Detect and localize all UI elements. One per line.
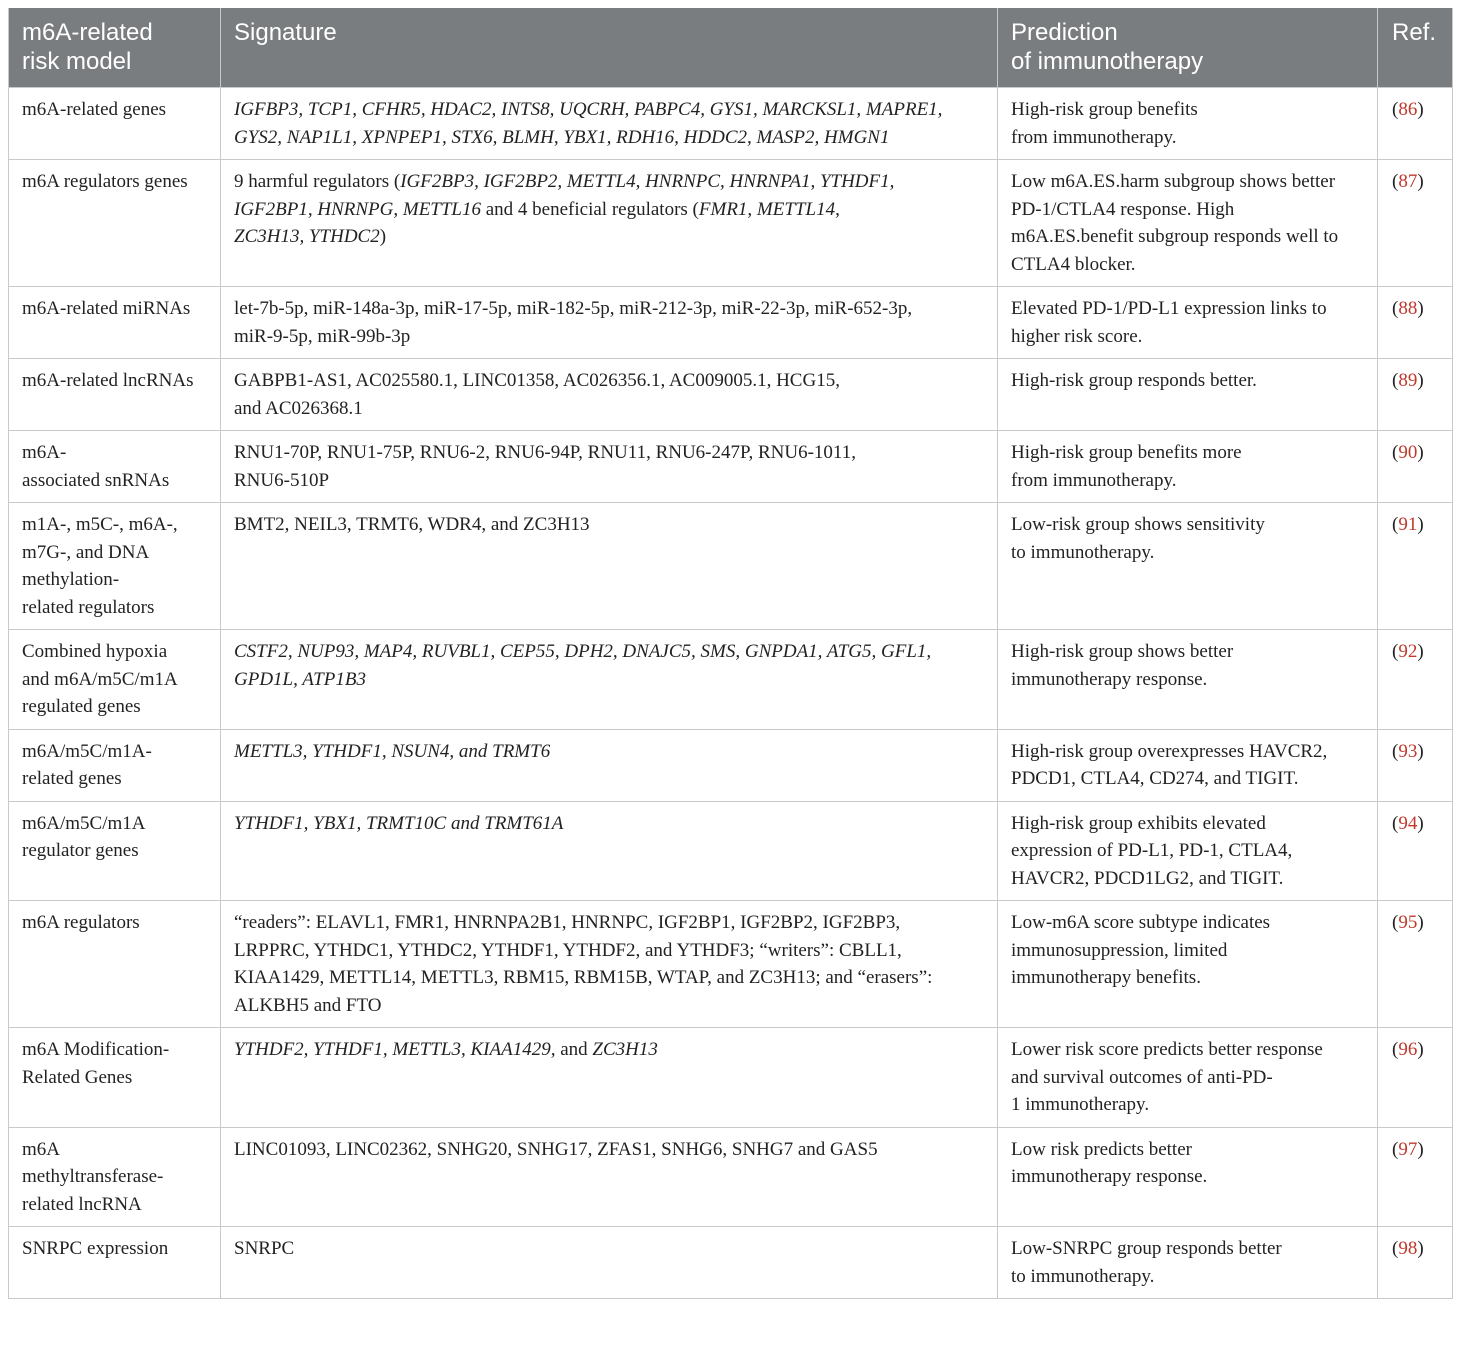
reference-link[interactable]: 90 (1398, 442, 1418, 463)
cell-signature (221, 1028, 998, 1128)
table-row (9, 901, 1453, 1028)
table-container (8, 8, 1452, 1299)
table-header (9, 8, 1453, 88)
reference-link[interactable]: 91 (1398, 514, 1418, 535)
cell-risk-model: m6A-related genes (9, 88, 221, 160)
reference-link[interactable]: 95 (1398, 912, 1418, 933)
table-row (9, 729, 1453, 801)
signature-segment: and 4 beneficial regulators ( (481, 198, 699, 220)
cell-risk-model: Combined hypoxia and m6A/m5C/m1A regulated genes (9, 630, 221, 730)
cell-ref: (97) (1378, 1127, 1453, 1227)
table-row (9, 801, 1453, 901)
cell-signature (221, 88, 998, 160)
cell-prediction: Low m6A.ES.harm subgroup shows better PD-1/CTLA4 response. High m6A.ES.benefit subgroup responds well to CTLA4 blocker. (998, 160, 1378, 287)
reference-link[interactable]: 98 (1398, 1238, 1418, 1259)
signature-segment: IGFBP3, TCP1, CFHR5, HDAC2, INTS8, UQCRH, PABPC4, GYS1, MARCKSL1, MAPRE1, GYS2, NAP1L1, XPNPEP1, STX6, BLMH, YBX1, RDH16, HDDC2, MASP2, HMGN1 (234, 99, 943, 148)
cell-signature (221, 287, 998, 359)
signature-segment: CSTF2, NUP93, MAP4, RUVBL1, CEP55, DPH2, DNAJC5, SMS, GNPDA1, ATG5, GFL1, GPD1L, ATP1B3 (234, 641, 932, 690)
header-ref (1378, 8, 1453, 88)
header-signature-label: Signature (234, 19, 337, 46)
signature-segment: and (555, 1039, 593, 1060)
cell-risk-model: m6A methyltransferase- related lncRNA (9, 1127, 221, 1227)
reference-link[interactable]: 89 (1398, 370, 1418, 391)
cell-risk-model: m6A/m5C/m1A- related genes (9, 729, 221, 801)
signature-segment: ) (379, 226, 387, 247)
cell-risk-model: SNRPC expression (9, 1227, 221, 1299)
cell-ref: (86) (1378, 88, 1453, 160)
risk-model-table (8, 8, 1453, 1299)
cell-signature (221, 359, 998, 431)
header-ref-label: Ref. (1392, 19, 1437, 46)
signature-segment: GABPB1-AS1, AC025580.1, LINC01358, AC026356.1, AC009005.1, HCG15, and AC026368.1 (234, 370, 840, 419)
cell-prediction: Low-m6A score subtype indicates immunosuppression, limited immunotherapy benefits. (998, 901, 1378, 1028)
table-row (9, 287, 1453, 359)
signature-segment: ZC3H13 (592, 1039, 658, 1060)
cell-ref: (94) (1378, 801, 1453, 901)
signature-segment: IGF2BP3, IGF2BP2, METTL4, HNRNPC, HNRNPA1, YTHDF1, IGF2BP1, HNRNPG, METTL16 (234, 171, 895, 220)
reference-link[interactable]: 87 (1398, 171, 1418, 192)
table-row (9, 1028, 1453, 1128)
signature-segment: YTHDF1, YBX1, TRMT10C and TRMT61A (234, 812, 564, 834)
signature-segment: LINC01093, LINC02362, SNHG20, SNHG17, ZFAS1, SNHG6, SNHG7 and GAS5 (234, 1138, 878, 1160)
cell-risk-model: m6A- associated snRNAs (9, 431, 221, 503)
cell-signature (221, 801, 998, 901)
cell-ref: (89) (1378, 359, 1453, 431)
signature-segment: let-7b-5p, miR-148a-3p, miR-17-5p, miR-182-5p, miR-212-3p, miR-22-3p, miR-652-3p, miR-9-5p, miR-99b-3p (234, 298, 913, 347)
cell-signature (221, 160, 998, 287)
signature-segment: “readers”: ELAVL1, FMR1, HNRNPA2B1, HNRNPC, IGF2BP1, IGF2BP2, IGF2BP3, LRPPRC, YTHDC1, YTHDC2, YTHDF1, YTHDF2, and YTHDF3; “writers”: CBLL1, KIAA1429, METTL14, METTL3, RBM15, RBM15B, WTAP, and ZC3H13; and “erasers”: ALKBH5 and FTO (234, 912, 933, 1016)
header-row (9, 8, 1453, 88)
cell-risk-model: m6A-related lncRNAs (9, 359, 221, 431)
signature-segment: BMT2, NEIL3, TRMT6, WDR4, and ZC3H13 (234, 514, 590, 535)
cell-signature (221, 630, 998, 730)
header-risk-model (9, 8, 221, 88)
reference-link[interactable]: 93 (1398, 740, 1418, 762)
cell-ref: (91) (1378, 503, 1453, 630)
cell-signature (221, 1127, 998, 1227)
cell-risk-model: m6A regulators (9, 901, 221, 1028)
table-row (9, 160, 1453, 287)
table-row (9, 1127, 1453, 1227)
cell-prediction: Low risk predicts better immunotherapy response. (998, 1127, 1378, 1227)
header-signature (221, 8, 998, 88)
cell-ref: (88) (1378, 287, 1453, 359)
reference-link[interactable]: 97 (1398, 1138, 1418, 1160)
table-row (9, 1227, 1453, 1299)
cell-ref: (98) (1378, 1227, 1453, 1299)
cell-signature (221, 1227, 998, 1299)
signature-segment: FMR1, METTL14, ZC3H13, YTHDC2 (234, 198, 840, 247)
cell-prediction: High-risk group shows better immunotherapy response. (998, 630, 1378, 730)
cell-signature (221, 901, 998, 1028)
cell-prediction: High-risk group responds better. (998, 359, 1378, 431)
signature-segment: METTL3, YTHDF1, NSUN4, and TRMT6 (234, 740, 551, 762)
table-row (9, 359, 1453, 431)
cell-prediction: High-risk group overexpresses HAVCR2, PDCD1, CTLA4, CD274, and TIGIT. (998, 729, 1378, 801)
table-row (9, 630, 1453, 730)
cell-ref: (96) (1378, 1028, 1453, 1128)
cell-prediction: Low-SNRPC group responds better to immunotherapy. (998, 1227, 1378, 1299)
header-risk-model-label: m6A-related risk model (22, 19, 153, 75)
header-prediction-label: Prediction of immunotherapy (1011, 19, 1204, 75)
reference-link[interactable]: 92 (1398, 641, 1418, 662)
cell-ref: (95) (1378, 901, 1453, 1028)
cell-prediction: Elevated PD-1/PD-L1 expression links to higher risk score. (998, 287, 1378, 359)
signature-segment: SNRPC (234, 1238, 295, 1259)
cell-signature (221, 503, 998, 630)
cell-risk-model: m6A/m5C/m1A regulator genes (9, 801, 221, 901)
table-row (9, 88, 1453, 160)
table-row (9, 431, 1453, 503)
cell-signature (221, 729, 998, 801)
cell-risk-model: m6A Modification- Related Genes (9, 1028, 221, 1128)
cell-ref: (90) (1378, 431, 1453, 503)
cell-ref: (87) (1378, 160, 1453, 287)
cell-prediction: Lower risk score predicts better response and survival outcomes of anti-PD- 1 immunotherapy. (998, 1028, 1378, 1128)
cell-prediction: High-risk group benefits from immunotherapy. (998, 88, 1378, 160)
reference-link[interactable]: 86 (1398, 99, 1418, 120)
cell-ref: (93) (1378, 729, 1453, 801)
table-row (9, 503, 1453, 630)
cell-risk-model: m1A-, m5C-, m6A-, m7G-, and DNA methylation- related regulators (9, 503, 221, 630)
cell-risk-model: m6A regulators genes (9, 160, 221, 287)
signature-segment: 9 harmful regulators ( (234, 171, 401, 192)
cell-prediction: High-risk group exhibits elevated expression of PD-L1, PD-1, CTLA4, HAVCR2, PDCD1LG2, and TIGIT. (998, 801, 1378, 901)
table-body (9, 88, 1453, 1299)
reference-link[interactable]: 94 (1398, 812, 1418, 834)
signature-segment: RNU1-70P, RNU1-75P, RNU6-2, RNU6-94P, RNU11, RNU6-247P, RNU6-1011, RNU6-510P (234, 442, 856, 491)
cell-prediction: Low-risk group shows sensitivity to immunotherapy. (998, 503, 1378, 630)
header-prediction (998, 8, 1378, 88)
cell-risk-model: m6A-related miRNAs (9, 287, 221, 359)
signature-segment: YTHDF2, YTHDF1, METTL3, KIAA1429, (234, 1039, 556, 1060)
cell-signature (221, 431, 998, 503)
cell-ref: (92) (1378, 630, 1453, 730)
reference-link[interactable]: 96 (1398, 1039, 1418, 1060)
cell-prediction: High-risk group benefits more from immunotherapy. (998, 431, 1378, 503)
reference-link[interactable]: 88 (1398, 298, 1418, 319)
